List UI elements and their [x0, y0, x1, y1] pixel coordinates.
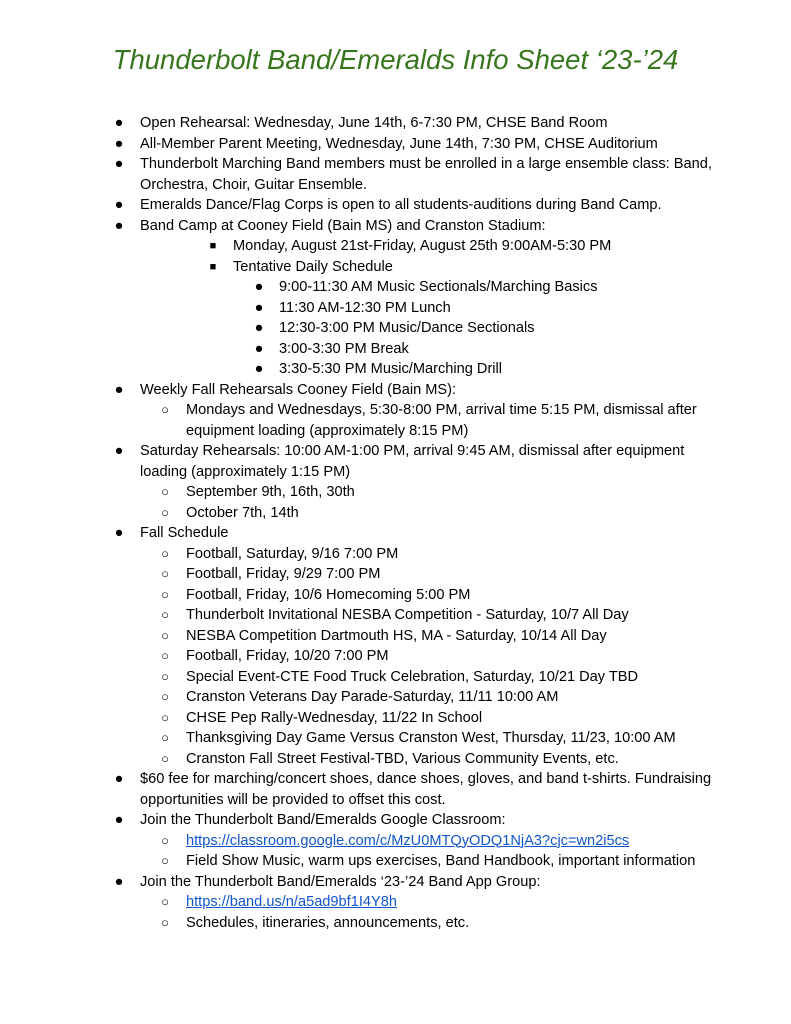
circle-bullet-icon: ○ [161, 484, 169, 499]
item-text: Football, Friday, 10/20 7:00 PM [186, 648, 389, 664]
list-item-daily-schedule [0, 257, 791, 278]
disc-bullet-icon: ● [254, 361, 264, 377]
item-text: 9:00-11:30 AM Music Sectionals/Marching Basics [279, 279, 598, 295]
circle-bullet-icon: ○ [161, 730, 169, 745]
circle-bullet-icon: ○ [161, 709, 169, 725]
item-text: Football, Friday, 9/29 7:00 PM [186, 566, 381, 582]
item-text: Mondays and Wednesdays, 5:30-8:00 PM, arrival time 5:15 PM, dismissal after equipment loading (approximately 8:15 PM) [186, 402, 697, 439]
disc-bullet-icon: ● [254, 340, 264, 357]
item-text: Thunderbolt Marching Band members must be enrolled in a large ensemble class: Band, Orchestra, Choir, Guitar Ensemble. [140, 156, 712, 193]
circle-bullet-icon: ○ [161, 504, 169, 520]
list-item-schedule [0, 277, 791, 298]
circle-bullet-icon: ○ [161, 545, 169, 561]
item-text: Fall Schedule [140, 525, 229, 541]
item-text: Saturday Rehearsals: 10:00 AM-1:00 PM, arrival 9:45 AM, dismissal after equipment loading (approximately 1:15 PM) [140, 443, 685, 480]
list-item-saturday-rehearsals [0, 441, 791, 482]
item-text: Tentative Daily Schedule [233, 258, 393, 275]
square-bullet-icon: ■ [209, 260, 217, 273]
list-item-fall-event [0, 667, 791, 688]
list-item-parent-meeting [0, 134, 791, 155]
circle-bullet-icon: ○ [161, 627, 169, 643]
list-item-classroom-info [0, 851, 791, 872]
list-item-fall-event [0, 585, 791, 606]
list-item-schedule [0, 318, 791, 339]
list-item-fall-event [0, 564, 791, 585]
item-text: Open Rehearsal: Wednesday, June 14th, 6-7:30 PM, CHSE Band Room [140, 115, 608, 131]
disc-bullet-icon: ● [114, 115, 124, 131]
list-item-schedule [0, 359, 791, 380]
item-text: 11:30 AM-12:30 PM Lunch [279, 299, 451, 316]
google-classroom-link[interactable]: https://classroom.google.com/c/MzU0MTQyODQ1NjA3?cjc=wn2i5cs [186, 832, 630, 849]
item-text: CHSE Pep Rally-Wednesday, 11/22 In School [186, 709, 483, 726]
list-item-band-app-info [0, 913, 791, 934]
item-text: All-Member Parent Meeting, Wednesday, June 14th, 7:30 PM, CHSE Auditorium [140, 135, 658, 152]
item-text: Field Show Music, warm ups exercises, Band Handbook, important information [186, 853, 696, 869]
list-item-band-app [0, 872, 791, 893]
item-text: Join the Thunderbolt Band/Emeralds ‘23-’24 Band App Group: [140, 873, 541, 890]
item-text: Thanksgiving Day Game Versus Cranston West, Thursday, 11/23, 10:00 AM [186, 730, 676, 746]
disc-bullet-icon: ● [114, 525, 124, 541]
item-text: Monday, August 21st-Friday, August 25th 9:00AM-5:30 PM [233, 238, 612, 254]
info-list [0, 113, 791, 933]
disc-bullet-icon: ● [114, 443, 124, 459]
item-text: Schedules, itineraries, announcements, etc. [186, 914, 470, 931]
item-text: Special Event-CTE Food Truck Celebration, Saturday, 10/21 Day TBD [186, 668, 639, 685]
item-text: 3:30-5:30 PM Music/Marching Drill [279, 361, 503, 377]
circle-bullet-icon: ○ [161, 668, 169, 684]
list-item-google-classroom [0, 810, 791, 831]
item-text: Cranston Fall Street Festival-TBD, Various Community Events, etc. [186, 750, 619, 767]
disc-bullet-icon: ● [114, 812, 124, 828]
item-text: 12:30-3:00 PM Music/Dance Sectionals [279, 320, 535, 336]
disc-bullet-icon: ● [114, 197, 124, 213]
circle-bullet-icon: ○ [161, 832, 169, 848]
item-text: $60 fee for marching/concert shoes, dance shoes, gloves, and band t-shirts. Fundraising opportunities will be provided to offset this cost. [140, 771, 712, 808]
disc-bullet-icon: ● [114, 381, 124, 398]
circle-bullet-icon: ○ [161, 853, 169, 868]
item-text: 3:00-3:30 PM Break [279, 340, 409, 357]
circle-bullet-icon: ○ [161, 402, 169, 417]
list-item-band-app-link [0, 892, 791, 913]
circle-bullet-icon: ○ [161, 689, 169, 704]
list-item-emeralds [0, 195, 791, 216]
square-bullet-icon: ■ [209, 240, 217, 252]
band-app-link[interactable]: https://band.us/n/a5ad9bf1I4Y8h [186, 894, 397, 910]
circle-bullet-icon: ○ [161, 914, 169, 930]
list-item-fall-event [0, 749, 791, 770]
list-item-weekly-details [0, 400, 791, 441]
list-item-fall-schedule [0, 523, 791, 544]
disc-bullet-icon: ● [114, 135, 124, 152]
list-item-fall-event [0, 728, 791, 749]
disc-bullet-icon: ● [114, 771, 124, 787]
item-text: Thunderbolt Invitational NESBA Competition - Saturday, 10/7 All Day [186, 607, 629, 623]
list-item-band-camp-dates [0, 236, 791, 257]
list-item-schedule [0, 339, 791, 360]
disc-bullet-icon: ● [114, 217, 124, 234]
item-text: NESBA Competition Dartmouth HS, MA - Saturday, 10/14 All Day [186, 627, 607, 644]
list-item-fall-event [0, 544, 791, 565]
disc-bullet-icon: ● [114, 873, 124, 890]
circle-bullet-icon: ○ [161, 607, 169, 622]
circle-bullet-icon: ○ [161, 894, 169, 909]
list-item-weekly-rehearsals [0, 380, 791, 401]
list-item-schedule [0, 298, 791, 319]
list-item-saturday-dates [0, 482, 791, 503]
list-item-fall-event [0, 626, 791, 647]
list-item-saturday-dates [0, 503, 791, 524]
item-text: Weekly Fall Rehearsals Cooney Field (Bain MS): [140, 381, 457, 398]
item-text: Cranston Veterans Day Parade-Saturday, 11/11 10:00 AM [186, 689, 559, 705]
item-text: September 9th, 16th, 30th [186, 484, 355, 500]
circle-bullet-icon: ○ [161, 648, 169, 663]
item-text: Band Camp at Cooney Field (Bain MS) and Cranston Stadium: [140, 217, 546, 234]
page-title: Thunderbolt Band/Emeralds Info Sheet ‘23-’24 [112, 44, 679, 75]
list-item-fall-event [0, 687, 791, 708]
list-item-band-camp [0, 216, 791, 237]
disc-bullet-icon: ● [114, 156, 124, 172]
item-text: Join the Thunderbolt Band/Emeralds Google Classroom: [140, 812, 506, 828]
circle-bullet-icon: ○ [161, 586, 169, 602]
list-item-fee [0, 769, 791, 810]
list-item-open-rehearsal [0, 113, 791, 134]
circle-bullet-icon: ○ [161, 566, 169, 581]
list-item-fall-event [0, 646, 791, 667]
item-text: October 7th, 14th [186, 504, 299, 521]
list-item-enrollment [0, 154, 791, 195]
disc-bullet-icon: ● [254, 320, 264, 336]
list-item-fall-event [0, 708, 791, 729]
disc-bullet-icon: ● [254, 299, 264, 316]
item-text: Emeralds Dance/Flag Corps is open to all students-auditions during Band Camp. [140, 197, 662, 213]
circle-bullet-icon: ○ [161, 750, 169, 766]
item-text: Football, Saturday, 9/16 7:00 PM [186, 545, 399, 562]
list-item-fall-event [0, 605, 791, 626]
disc-bullet-icon: ● [254, 279, 264, 295]
list-item-classroom-link [0, 831, 791, 852]
item-text: Football, Friday, 10/6 Homecoming 5:00 PM [186, 586, 471, 603]
